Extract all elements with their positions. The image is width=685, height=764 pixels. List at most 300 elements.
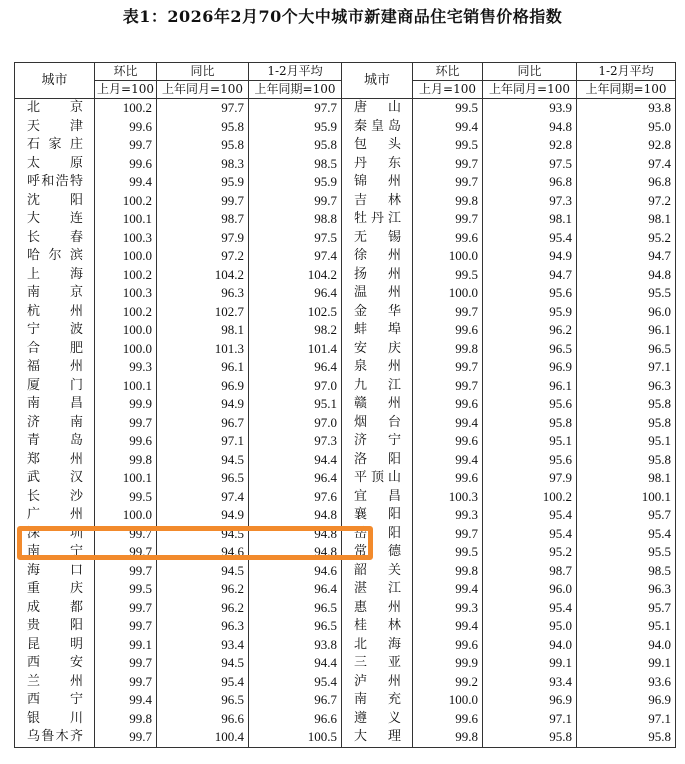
yoy-left-cell: 96.9	[157, 377, 249, 396]
mom-left-cell: 100.0	[95, 340, 157, 359]
yoy-right-cell: 95.6	[483, 451, 577, 470]
avg-left-cell: 94.8	[249, 525, 342, 544]
city-left-cell: 海口	[15, 562, 95, 581]
yoy-left-cell: 95.8	[157, 136, 249, 155]
city-right-cell: 牡丹江	[342, 210, 413, 229]
header-avg-sub-2: 上年同期=100	[577, 81, 676, 99]
yoy-left-cell: 95.4	[157, 673, 249, 692]
avg-right-cell: 99.1	[577, 654, 676, 673]
table-row	[15, 266, 676, 285]
table-row	[15, 136, 676, 155]
mom-right-cell: 100.3	[413, 488, 483, 507]
table-body	[15, 99, 676, 748]
city-right-cell: 大理	[342, 728, 413, 747]
mom-left-cell: 99.4	[95, 173, 157, 192]
avg-left-cell: 97.4	[249, 247, 342, 266]
city-left-cell: 长春	[15, 229, 95, 248]
table-row	[15, 710, 676, 729]
yoy-left-cell: 94.6	[157, 543, 249, 562]
avg-right-cell: 96.3	[577, 580, 676, 599]
table-row	[15, 636, 676, 655]
city-left-cell: 石家庄	[15, 136, 95, 155]
avg-right-cell: 96.9	[577, 691, 676, 710]
avg-right-cell: 94.8	[577, 266, 676, 285]
city-left-cell: 郑州	[15, 451, 95, 470]
mom-right-cell: 99.5	[413, 266, 483, 285]
yoy-left-cell: 96.3	[157, 617, 249, 636]
avg-left-cell: 96.4	[249, 358, 342, 377]
city-right-cell: 唐山	[342, 99, 413, 118]
avg-right-cell: 95.4	[577, 525, 676, 544]
mom-left-cell: 99.7	[95, 414, 157, 433]
city-right-cell: 南充	[342, 691, 413, 710]
table-row	[15, 155, 676, 174]
avg-right-cell: 97.2	[577, 192, 676, 211]
mom-right-cell: 99.7	[413, 525, 483, 544]
city-left-cell: 西安	[15, 654, 95, 673]
mom-right-cell: 99.6	[413, 636, 483, 655]
table-row	[15, 229, 676, 248]
city-left-cell: 青岛	[15, 432, 95, 451]
yoy-right-cell: 92.8	[483, 136, 577, 155]
mom-right-cell: 99.4	[413, 118, 483, 137]
avg-right-cell: 96.8	[577, 173, 676, 192]
city-right-cell: 惠州	[342, 599, 413, 618]
yoy-right-cell: 97.3	[483, 192, 577, 211]
mom-right-cell: 99.9	[413, 654, 483, 673]
yoy-left-cell: 95.8	[157, 118, 249, 137]
avg-left-cell: 95.8	[249, 136, 342, 155]
yoy-left-cell: 93.4	[157, 636, 249, 655]
city-left-cell: 昆明	[15, 636, 95, 655]
mom-right-cell: 100.0	[413, 247, 483, 266]
mom-left-cell: 100.1	[95, 377, 157, 396]
yoy-left-cell: 96.2	[157, 599, 249, 618]
city-left-cell: 乌鲁木齐	[15, 728, 95, 747]
avg-right-cell: 95.1	[577, 617, 676, 636]
mom-right-cell: 99.7	[413, 155, 483, 174]
yoy-left-cell: 96.2	[157, 580, 249, 599]
avg-left-cell: 97.0	[249, 377, 342, 396]
mom-right-cell: 99.3	[413, 599, 483, 618]
yoy-right-cell: 95.4	[483, 525, 577, 544]
yoy-left-cell: 94.5	[157, 525, 249, 544]
city-right-cell: 济宁	[342, 432, 413, 451]
city-left-cell: 贵阳	[15, 617, 95, 636]
city-left-cell: 天津	[15, 118, 95, 137]
avg-right-cell: 97.1	[577, 358, 676, 377]
mom-right-cell: 99.6	[413, 395, 483, 414]
city-right-cell: 蚌埠	[342, 321, 413, 340]
city-left-cell: 宁波	[15, 321, 95, 340]
yoy-left-cell: 101.3	[157, 340, 249, 359]
mom-left-cell: 100.2	[95, 192, 157, 211]
avg-right-cell: 95.2	[577, 229, 676, 248]
yoy-right-cell: 94.8	[483, 118, 577, 137]
city-left-cell: 兰州	[15, 673, 95, 692]
mom-left-cell: 99.3	[95, 358, 157, 377]
yoy-left-cell: 96.7	[157, 414, 249, 433]
yoy-right-cell: 96.0	[483, 580, 577, 599]
table-row	[15, 580, 676, 599]
mom-right-cell: 99.7	[413, 303, 483, 322]
avg-left-cell: 97.6	[249, 488, 342, 507]
avg-left-cell: 98.8	[249, 210, 342, 229]
avg-left-cell: 104.2	[249, 266, 342, 285]
yoy-right-cell: 96.9	[483, 691, 577, 710]
yoy-right-cell: 96.2	[483, 321, 577, 340]
city-left-cell: 太原	[15, 155, 95, 174]
city-right-cell: 无锡	[342, 229, 413, 248]
table-row	[15, 118, 676, 137]
mom-right-cell: 99.4	[413, 617, 483, 636]
city-right-cell: 北海	[342, 636, 413, 655]
header-mom-sub-2: 上月=100	[413, 81, 483, 99]
mom-right-cell: 99.7	[413, 358, 483, 377]
mom-right-cell: 99.8	[413, 340, 483, 359]
avg-left-cell: 97.7	[249, 99, 342, 118]
mom-right-cell: 99.5	[413, 136, 483, 155]
city-left-cell: 南京	[15, 284, 95, 303]
avg-left-cell: 94.6	[249, 562, 342, 581]
yoy-right-cell: 95.8	[483, 414, 577, 433]
table-row	[15, 599, 676, 618]
city-left-cell: 广州	[15, 506, 95, 525]
city-right-cell: 三亚	[342, 654, 413, 673]
yoy-left-cell: 98.1	[157, 321, 249, 340]
city-right-cell: 韶关	[342, 562, 413, 581]
city-left-cell: 南昌	[15, 395, 95, 414]
avg-left-cell: 94.8	[249, 506, 342, 525]
yoy-left-cell: 96.6	[157, 710, 249, 729]
avg-right-cell: 100.1	[577, 488, 676, 507]
city-right-cell: 徐州	[342, 247, 413, 266]
yoy-right-cell: 95.6	[483, 395, 577, 414]
mom-right-cell: 99.6	[413, 432, 483, 451]
mom-left-cell: 99.6	[95, 118, 157, 137]
avg-left-cell: 96.5	[249, 617, 342, 636]
avg-left-cell: 96.4	[249, 580, 342, 599]
city-right-cell: 烟台	[342, 414, 413, 433]
yoy-left-cell: 102.7	[157, 303, 249, 322]
mom-right-cell: 99.6	[413, 710, 483, 729]
mom-left-cell: 100.3	[95, 229, 157, 248]
mom-left-cell: 100.1	[95, 469, 157, 488]
yoy-left-cell: 96.5	[157, 469, 249, 488]
table-header	[15, 63, 676, 99]
table-row	[15, 321, 676, 340]
yoy-right-cell: 97.1	[483, 710, 577, 729]
mom-right-cell: 99.2	[413, 673, 483, 692]
city-left-cell: 合肥	[15, 340, 95, 359]
yoy-right-cell: 96.9	[483, 358, 577, 377]
city-right-cell: 遵义	[342, 710, 413, 729]
avg-left-cell: 95.9	[249, 118, 342, 137]
yoy-right-cell: 95.4	[483, 229, 577, 248]
header-yoy-2: 同比	[483, 63, 577, 81]
avg-right-cell: 93.6	[577, 673, 676, 692]
mom-right-cell: 99.4	[413, 451, 483, 470]
table-row	[15, 728, 676, 747]
city-left-cell: 西宁	[15, 691, 95, 710]
yoy-left-cell: 94.5	[157, 451, 249, 470]
header-yoy-sub: 上年同月=100	[157, 81, 249, 99]
header-avg: 1-2月平均	[249, 63, 342, 81]
mom-left-cell: 99.7	[95, 525, 157, 544]
avg-right-cell: 95.8	[577, 728, 676, 747]
avg-right-cell: 94.0	[577, 636, 676, 655]
avg-left-cell: 96.5	[249, 599, 342, 618]
city-right-cell: 岳阳	[342, 525, 413, 544]
city-right-cell: 温州	[342, 284, 413, 303]
yoy-right-cell: 95.1	[483, 432, 577, 451]
table-row	[15, 99, 676, 118]
mom-right-cell: 99.8	[413, 562, 483, 581]
city-left-cell: 长沙	[15, 488, 95, 507]
avg-right-cell: 95.7	[577, 599, 676, 618]
city-left-cell: 深圳	[15, 525, 95, 544]
avg-right-cell: 93.8	[577, 99, 676, 118]
mom-left-cell: 99.1	[95, 636, 157, 655]
mom-left-cell: 100.2	[95, 303, 157, 322]
city-right-cell: 吉林	[342, 192, 413, 211]
table-row	[15, 358, 676, 377]
avg-right-cell: 98.5	[577, 562, 676, 581]
mom-left-cell: 99.6	[95, 155, 157, 174]
table-row	[15, 340, 676, 359]
yoy-right-cell: 95.4	[483, 506, 577, 525]
avg-left-cell: 97.5	[249, 229, 342, 248]
avg-right-cell: 96.1	[577, 321, 676, 340]
city-right-cell: 湛江	[342, 580, 413, 599]
avg-right-cell: 95.8	[577, 451, 676, 470]
yoy-left-cell: 96.3	[157, 284, 249, 303]
yoy-left-cell: 94.5	[157, 562, 249, 581]
avg-right-cell: 97.4	[577, 155, 676, 174]
city-right-cell: 锦州	[342, 173, 413, 192]
yoy-left-cell: 94.5	[157, 654, 249, 673]
table-row	[15, 210, 676, 229]
yoy-right-cell: 93.4	[483, 673, 577, 692]
table-row	[15, 654, 676, 673]
city-left-cell: 北京	[15, 99, 95, 118]
avg-right-cell: 96.3	[577, 377, 676, 396]
avg-left-cell: 95.1	[249, 395, 342, 414]
avg-left-cell: 100.5	[249, 728, 342, 747]
yoy-right-cell: 95.9	[483, 303, 577, 322]
mom-left-cell: 99.7	[95, 599, 157, 618]
city-left-cell: 银川	[15, 710, 95, 729]
yoy-right-cell: 98.7	[483, 562, 577, 581]
mom-right-cell: 99.7	[413, 377, 483, 396]
yoy-left-cell: 95.9	[157, 173, 249, 192]
city-right-cell: 洛阳	[342, 451, 413, 470]
yoy-left-cell: 96.5	[157, 691, 249, 710]
city-right-cell: 秦皇岛	[342, 118, 413, 137]
avg-right-cell: 95.0	[577, 118, 676, 137]
city-left-cell: 福州	[15, 358, 95, 377]
yoy-right-cell: 96.5	[483, 340, 577, 359]
city-left-cell: 哈尔滨	[15, 247, 95, 266]
yoy-right-cell: 95.6	[483, 284, 577, 303]
city-right-cell: 宜昌	[342, 488, 413, 507]
yoy-right-cell: 94.9	[483, 247, 577, 266]
table-row	[15, 173, 676, 192]
city-right-cell: 赣州	[342, 395, 413, 414]
yoy-left-cell: 97.4	[157, 488, 249, 507]
mom-left-cell: 100.2	[95, 266, 157, 285]
yoy-left-cell: 94.9	[157, 506, 249, 525]
avg-left-cell: 94.8	[249, 543, 342, 562]
mom-left-cell: 99.7	[95, 136, 157, 155]
mom-left-cell: 100.0	[95, 321, 157, 340]
mom-right-cell: 99.5	[413, 543, 483, 562]
yoy-left-cell: 97.2	[157, 247, 249, 266]
city-right-cell: 安庆	[342, 340, 413, 359]
price-index-table	[14, 62, 676, 748]
avg-left-cell: 94.4	[249, 654, 342, 673]
yoy-right-cell: 97.9	[483, 469, 577, 488]
city-right-cell: 桂林	[342, 617, 413, 636]
yoy-right-cell: 97.5	[483, 155, 577, 174]
mom-right-cell: 99.6	[413, 229, 483, 248]
yoy-right-cell: 96.8	[483, 173, 577, 192]
mom-right-cell: 99.8	[413, 192, 483, 211]
avg-right-cell: 98.1	[577, 469, 676, 488]
mom-left-cell: 99.4	[95, 691, 157, 710]
table-row	[15, 562, 676, 581]
mom-right-cell: 100.0	[413, 284, 483, 303]
city-left-cell: 大连	[15, 210, 95, 229]
header-yoy: 同比	[157, 63, 249, 81]
table-row	[15, 414, 676, 433]
yoy-right-cell: 95.4	[483, 599, 577, 618]
avg-left-cell: 94.4	[249, 451, 342, 470]
avg-left-cell: 98.2	[249, 321, 342, 340]
avg-right-cell: 95.5	[577, 543, 676, 562]
table-title: 表1：2026年2月70个大中城市新建商品住宅销售价格指数	[122, 7, 563, 26]
mom-left-cell: 99.8	[95, 451, 157, 470]
city-left-cell: 重庆	[15, 580, 95, 599]
city-left-cell: 武汉	[15, 469, 95, 488]
city-right-cell: 平顶山	[342, 469, 413, 488]
yoy-left-cell: 104.2	[157, 266, 249, 285]
yoy-left-cell: 97.7	[157, 99, 249, 118]
mom-right-cell: 99.5	[413, 99, 483, 118]
avg-right-cell: 95.5	[577, 284, 676, 303]
yoy-right-cell: 95.0	[483, 617, 577, 636]
table-row	[15, 488, 676, 507]
city-right-cell: 常德	[342, 543, 413, 562]
header-city: 城市	[15, 63, 95, 99]
mom-left-cell: 99.7	[95, 728, 157, 747]
city-left-cell: 济南	[15, 414, 95, 433]
avg-left-cell: 93.8	[249, 636, 342, 655]
city-left-cell: 呼和浩特	[15, 173, 95, 192]
header-mom: 环比	[95, 63, 157, 81]
table-row	[15, 284, 676, 303]
city-right-cell: 金华	[342, 303, 413, 322]
city-right-cell: 包头	[342, 136, 413, 155]
header-city-2: 城市	[342, 63, 413, 99]
table-row	[15, 395, 676, 414]
table-row	[15, 377, 676, 396]
city-right-cell: 九江	[342, 377, 413, 396]
mom-left-cell: 99.6	[95, 432, 157, 451]
mom-left-cell: 99.5	[95, 488, 157, 507]
mom-right-cell: 99.3	[413, 506, 483, 525]
header-avg-sub: 上年同期=100	[249, 81, 342, 99]
header-mom-sub: 上月=100	[95, 81, 157, 99]
table-row	[15, 506, 676, 525]
city-left-cell: 厦门	[15, 377, 95, 396]
avg-left-cell: 101.4	[249, 340, 342, 359]
avg-left-cell: 95.9	[249, 173, 342, 192]
yoy-right-cell: 98.1	[483, 210, 577, 229]
city-right-cell: 丹东	[342, 155, 413, 174]
yoy-right-cell: 99.1	[483, 654, 577, 673]
city-right-cell: 扬州	[342, 266, 413, 285]
mom-left-cell: 99.9	[95, 395, 157, 414]
table-row	[15, 691, 676, 710]
city-right-cell: 泸州	[342, 673, 413, 692]
table-row	[15, 247, 676, 266]
avg-right-cell: 95.7	[577, 506, 676, 525]
avg-right-cell: 92.8	[577, 136, 676, 155]
yoy-left-cell: 96.1	[157, 358, 249, 377]
mom-right-cell: 99.7	[413, 173, 483, 192]
table-row	[15, 617, 676, 636]
mom-left-cell: 100.1	[95, 210, 157, 229]
yoy-left-cell: 97.9	[157, 229, 249, 248]
city-left-cell: 沈阳	[15, 192, 95, 211]
table-row	[15, 303, 676, 322]
avg-right-cell: 95.8	[577, 414, 676, 433]
yoy-left-cell: 94.9	[157, 395, 249, 414]
mom-right-cell: 99.4	[413, 414, 483, 433]
mom-right-cell: 99.7	[413, 210, 483, 229]
avg-right-cell: 95.1	[577, 432, 676, 451]
avg-left-cell: 97.3	[249, 432, 342, 451]
avg-left-cell: 97.0	[249, 414, 342, 433]
mom-left-cell: 99.7	[95, 617, 157, 636]
avg-left-cell: 98.5	[249, 155, 342, 174]
table-row	[15, 525, 676, 544]
yoy-left-cell: 100.4	[157, 728, 249, 747]
avg-left-cell: 95.4	[249, 673, 342, 692]
yoy-left-cell: 98.7	[157, 210, 249, 229]
mom-left-cell: 100.3	[95, 284, 157, 303]
table-row	[15, 432, 676, 451]
mom-left-cell: 99.7	[95, 562, 157, 581]
table-row	[15, 543, 676, 562]
city-right-cell: 泉州	[342, 358, 413, 377]
mom-right-cell: 99.8	[413, 728, 483, 747]
yoy-right-cell: 94.0	[483, 636, 577, 655]
mom-left-cell: 100.2	[95, 99, 157, 118]
header-yoy-sub-2: 上年同月=100	[483, 81, 577, 99]
avg-right-cell: 97.1	[577, 710, 676, 729]
mom-right-cell: 99.6	[413, 469, 483, 488]
avg-right-cell: 96.5	[577, 340, 676, 359]
yoy-left-cell: 97.1	[157, 432, 249, 451]
mom-right-cell: 100.0	[413, 691, 483, 710]
avg-left-cell: 96.7	[249, 691, 342, 710]
mom-right-cell: 99.4	[413, 580, 483, 599]
avg-left-cell: 96.4	[249, 469, 342, 488]
avg-right-cell: 95.8	[577, 395, 676, 414]
yoy-right-cell: 93.9	[483, 99, 577, 118]
